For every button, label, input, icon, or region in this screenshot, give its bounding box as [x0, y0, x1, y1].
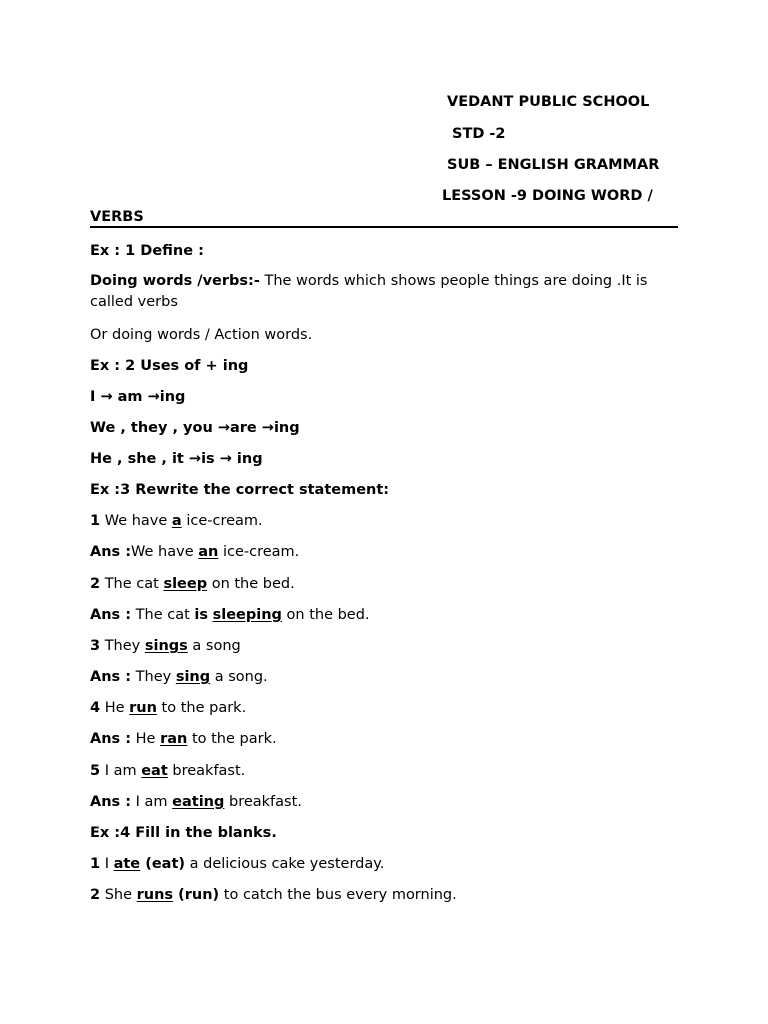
ex3-heading: Ex :3 Rewrite the correct statement:: [90, 482, 390, 498]
lesson-title-continued: VERBS: [90, 209, 144, 225]
question-line: 4 He run to the park.: [90, 700, 247, 716]
subject: SUB – ENGLISH GRAMMAR: [447, 157, 660, 173]
question-line: 1 We have a ice-cream.: [90, 513, 263, 529]
school-name: VEDANT PUBLIC SCHOOL: [447, 94, 650, 110]
header-divider: [90, 226, 678, 228]
question-line: 3 They sings a song: [90, 638, 241, 654]
definition-text: The words which shows people things are doing .It is called verbs: [90, 273, 648, 310]
answer-line: Ans : I am eating breakfast.: [90, 794, 302, 810]
lesson-title: LESSON -9 DOING WORD /: [442, 188, 653, 204]
rule-line: He , she , it →is → ing: [90, 451, 263, 467]
standard: STD -2: [452, 126, 506, 142]
ex2-heading: Ex : 2 Uses of + ing: [90, 358, 249, 374]
rule-line: I → am →ing: [90, 389, 186, 405]
rule-line: We , they , you →are →ing: [90, 420, 300, 436]
fill-blank-line: 1 I ate (eat) a delicious cake yesterday.: [90, 856, 385, 872]
question-line: 2 The cat sleep on the bed.: [90, 576, 295, 592]
ex1-heading: Ex : 1 Define :: [90, 243, 204, 259]
definition-term: Doing words /verbs:-: [90, 273, 260, 289]
answer-line: Ans : He ran to the park.: [90, 731, 277, 747]
answer-line: Ans : They sing a song.: [90, 669, 268, 685]
answer-line: Ans : The cat is sleeping on the bed.: [90, 607, 370, 623]
ex1-definition: [90, 271, 680, 313]
ex1-alternative: Or doing words / Action words.: [90, 327, 313, 343]
answer-line: Ans :We have an ice-cream.: [90, 544, 300, 560]
fill-blank-line: 2 She runs (run) to catch the bus every morning.: [90, 887, 457, 903]
question-line: 5 I am eat breakfast.: [90, 763, 246, 779]
ex4-heading: Ex :4 Fill in the blanks.: [90, 825, 277, 841]
